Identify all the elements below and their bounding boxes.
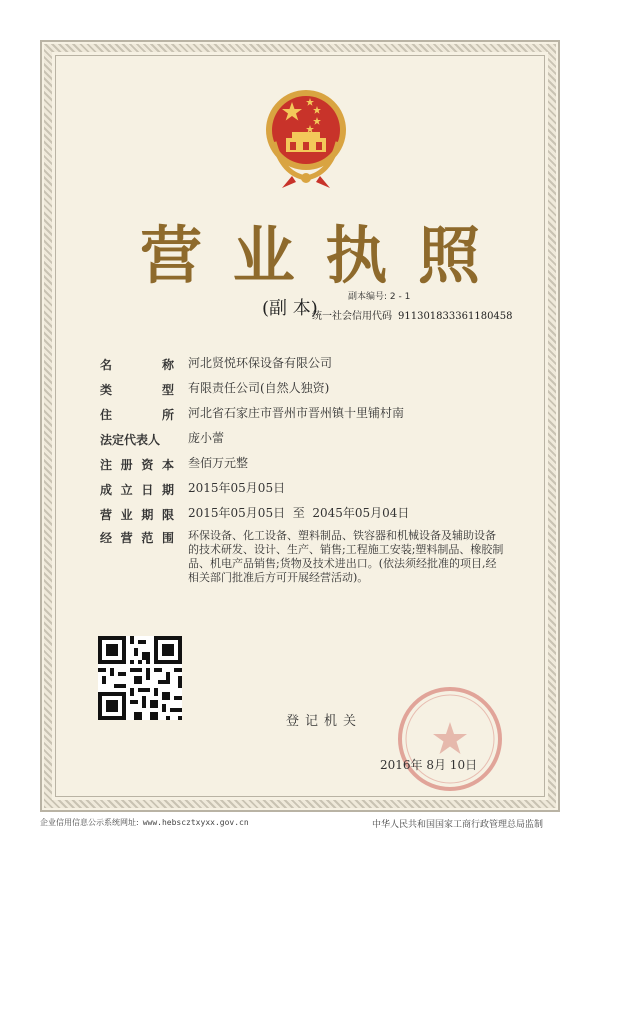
credit-code-row bbox=[312, 307, 513, 322]
footer-issuer: 中华人民共和国国家工商行政管理总局监制 bbox=[372, 820, 544, 830]
qr-code-icon bbox=[98, 636, 182, 720]
national-emblem-icon bbox=[262, 82, 350, 192]
field-label: 经 营 范 围 bbox=[100, 531, 174, 545]
copy-number: 副本编号: 2 - 1 bbox=[348, 292, 411, 302]
credit-code-value: 911301833361180458 bbox=[398, 311, 513, 322]
footer-website-label: 企业信用信息公示系统网址: bbox=[40, 818, 139, 827]
registration-authority: 登记机关 bbox=[286, 714, 363, 729]
field-value: 河北省石家庄市晋州市晋州镇十里铺村南 bbox=[188, 406, 405, 420]
field-value: 叁佰万元整 bbox=[188, 456, 249, 470]
field-label: 成 立 日 期 bbox=[100, 483, 174, 497]
field-value: 有限责任公司(自然人独资) bbox=[188, 381, 330, 395]
field-label: 名 称 bbox=[100, 358, 174, 372]
field-value: 河北贤悦环保设备有限公司 bbox=[188, 356, 333, 370]
footer-website bbox=[40, 817, 249, 828]
field-value: 2015年05月05日 bbox=[188, 481, 286, 495]
field-label: 住 所 bbox=[100, 408, 174, 422]
credit-code-label: 统一社会信用代码 bbox=[312, 311, 392, 322]
official-seal-icon bbox=[395, 684, 505, 794]
title-char: 业 bbox=[232, 219, 295, 292]
document-title bbox=[140, 206, 480, 295]
field-label: 类 型 bbox=[100, 383, 174, 397]
title-char: 营 bbox=[140, 219, 203, 292]
title-char: 照 bbox=[417, 219, 480, 292]
field-label: 注 册 资 本 bbox=[100, 458, 174, 472]
title-char: 执 bbox=[325, 219, 388, 292]
registration-date: 2016年 8月 10日 bbox=[380, 758, 478, 772]
field-value: 环保设备、化工设备、塑料制品、铁容器和机械设备及辅助设备的技术研发、设计、生产、销售;工程施工安装;塑料制品、橡胶制品、机电产品销售;货物及技术进出口。(依法须经批准的项目,经相关部门批准后方可开展经营活动)。 bbox=[188, 529, 504, 584]
field-value: 庞小蕾 bbox=[188, 431, 225, 445]
field-label: 法定代表人 bbox=[100, 433, 161, 447]
field-value: 2015年05月05日 至 2045年05月04日 bbox=[188, 506, 410, 520]
field-label: 营 业 期 限 bbox=[100, 508, 174, 522]
footer-website-url: www.hebscztxyxx.gov.cn bbox=[142, 818, 249, 827]
document-subtitle: (副 本) bbox=[262, 298, 318, 319]
